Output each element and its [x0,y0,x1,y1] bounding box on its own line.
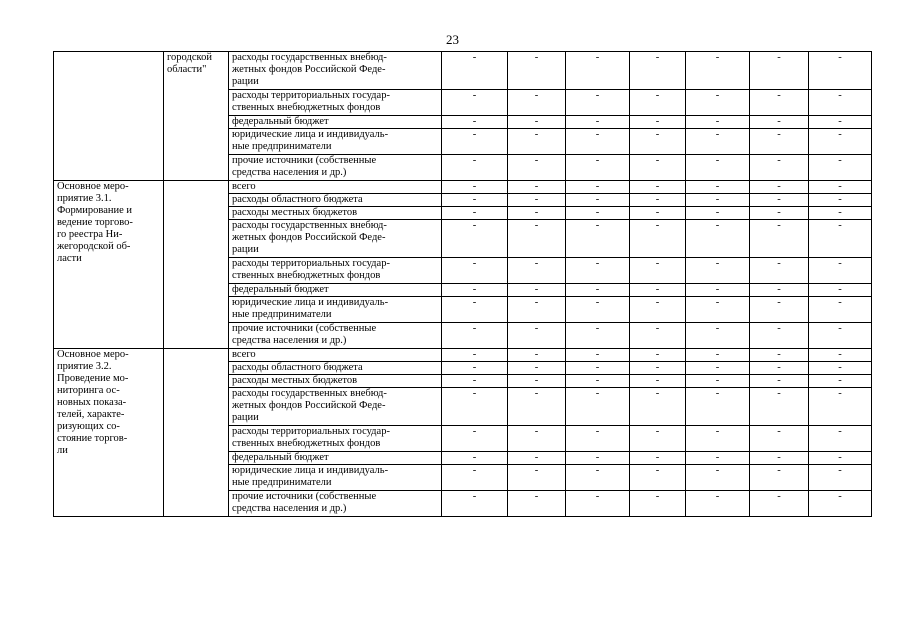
value-cell: - [566,323,630,349]
value-cell: - [442,362,508,375]
funding-source-line: расходы областного бюджета [232,194,363,205]
value-cell: - [809,452,872,465]
value-cell: - [630,362,686,375]
value-cell: - [809,297,872,323]
measure-name-line: ризующих со- [57,421,120,432]
funding-source-line: жетных фондов Российской Феде- [232,64,386,75]
funding-source-cell [229,349,442,362]
funding-source-cell [229,465,442,491]
value-cell: - [508,284,566,297]
value-cell: - [686,155,750,181]
executor-cell [164,349,229,517]
value-cell: - [566,116,630,129]
value-cell: - [630,452,686,465]
value-cell: - [809,375,872,388]
funding-source-line: федеральный бюджет [232,116,329,127]
value-cell: - [686,129,750,155]
funding-source-line: юридические лица и индивидуаль- [232,129,389,140]
value-cell: - [442,491,508,517]
value-cell: - [809,207,872,220]
value-cell: - [750,155,809,181]
value-cell: - [630,284,686,297]
value-cell: - [750,258,809,284]
value-cell: - [442,207,508,220]
value-cell: - [630,129,686,155]
value-cell: - [686,349,750,362]
value-cell: - [686,181,750,194]
value-cell: - [442,426,508,452]
value-cell: - [750,116,809,129]
value-cell: - [442,284,508,297]
funding-source-line: прочие источники (собственные [232,155,377,166]
value-cell: - [630,349,686,362]
value-cell: - [442,181,508,194]
value-cell: - [750,194,809,207]
value-cell: - [686,491,750,517]
value-cell: - [566,349,630,362]
value-cell: - [442,116,508,129]
executor-cell [164,52,229,181]
measure-name-line: стояние торгов- [57,433,128,444]
value-cell: - [630,220,686,258]
value-cell: - [508,52,566,90]
value-cell: - [508,375,566,388]
funding-source-cell [229,388,442,426]
value-cell: - [686,323,750,349]
page-number: 23 [446,32,459,47]
value-cell: - [686,116,750,129]
funding-source-line: юридические лица и индивидуаль- [232,297,389,308]
funding-source-line: всего [232,181,256,192]
value-cell: - [630,375,686,388]
value-cell: - [630,194,686,207]
value-cell: - [750,388,809,426]
value-cell: - [442,452,508,465]
measure-name-line: ли [57,445,68,456]
funding-source-line: расходы территориальных государ- [232,90,390,101]
funding-source-cell [229,362,442,375]
value-cell: - [809,116,872,129]
funding-source-cell [229,194,442,207]
value-cell: - [750,90,809,116]
funding-source-line: расходы территориальных государ- [232,426,390,437]
funding-source-cell [229,491,442,517]
value-cell: - [809,220,872,258]
value-cell: - [630,207,686,220]
value-cell: - [508,297,566,323]
funding-source-cell [229,258,442,284]
measure-name-cell [54,52,164,181]
value-cell: - [630,388,686,426]
funding-source-line: средства населения и др.) [232,335,347,346]
value-cell: - [566,297,630,323]
value-cell: - [809,181,872,194]
value-cell: - [442,465,508,491]
value-cell: - [566,375,630,388]
funding-source-line: федеральный бюджет [232,284,329,295]
value-cell: - [566,52,630,90]
value-cell: - [508,491,566,517]
measure-name-cell [54,349,164,517]
value-cell: - [809,491,872,517]
funding-source-cell [229,116,442,129]
funding-source-line: средства населения и др.) [232,503,347,514]
funding-source-line: средства населения и др.) [232,167,347,178]
value-cell: - [508,207,566,220]
funding-source-cell [229,220,442,258]
value-cell: - [508,349,566,362]
value-cell: - [630,323,686,349]
value-cell: - [442,323,508,349]
funding-source-cell [229,90,442,116]
value-cell: - [686,258,750,284]
funding-source-line: жетных фондов Российской Феде- [232,400,386,411]
value-cell: - [686,426,750,452]
value-cell: - [566,220,630,258]
value-cell: - [442,194,508,207]
executor-cell [164,181,229,349]
value-cell: - [686,220,750,258]
value-cell: - [566,491,630,517]
value-cell: - [809,258,872,284]
value-cell: - [750,465,809,491]
value-cell: - [686,297,750,323]
value-cell: - [750,323,809,349]
funding-source-line: ные предприниматели [232,477,332,488]
value-cell: - [686,362,750,375]
funding-source-cell [229,426,442,452]
value-cell: - [566,452,630,465]
funding-source-line: рации [232,244,259,255]
value-cell: - [686,52,750,90]
value-cell: - [442,220,508,258]
value-cell: - [508,452,566,465]
measure-name-cell [54,181,164,349]
value-cell: - [750,426,809,452]
value-cell: - [442,388,508,426]
funding-source-line: ные предприниматели [232,141,332,152]
funding-source-line: ные предприниматели [232,309,332,320]
value-cell: - [686,388,750,426]
measure-name-line: телей, характе- [57,409,125,420]
value-cell: - [686,465,750,491]
funding-source-cell [229,284,442,297]
funding-source-cell [229,375,442,388]
value-cell: - [508,388,566,426]
value-cell: - [566,426,630,452]
value-cell: - [750,129,809,155]
measure-name-line: приятие 3.1. [57,193,112,204]
value-cell: - [686,452,750,465]
value-cell: - [630,297,686,323]
funding-source-cell [229,297,442,323]
measure-name-line: новных показа- [57,397,127,408]
value-cell: - [686,284,750,297]
value-cell: - [809,349,872,362]
measure-name-line: приятие 3.2. [57,361,112,372]
financing-table [53,51,872,517]
value-cell: - [686,375,750,388]
executor-line: области" [167,64,207,75]
value-cell: - [809,90,872,116]
value-cell: - [566,90,630,116]
funding-source-line: рации [232,412,259,423]
value-cell: - [442,375,508,388]
value-cell: - [508,323,566,349]
value-cell: - [809,323,872,349]
value-cell: - [750,491,809,517]
funding-source-line: ственных внебюджетных фондов [232,270,381,281]
value-cell: - [442,297,508,323]
value-cell: - [809,388,872,426]
value-cell: - [508,258,566,284]
value-cell: - [809,362,872,375]
value-cell: - [630,155,686,181]
value-cell: - [442,349,508,362]
value-cell: - [750,52,809,90]
value-cell: - [809,52,872,90]
funding-source-cell [229,181,442,194]
value-cell: - [566,194,630,207]
value-cell: - [442,155,508,181]
funding-source-line: прочие источники (собственные [232,491,377,502]
value-cell: - [508,362,566,375]
value-cell: - [630,116,686,129]
value-cell: - [630,426,686,452]
value-cell: - [630,90,686,116]
measure-name-line: го реестра Ни- [57,229,123,240]
value-cell: - [566,129,630,155]
funding-source-line: расходы государственных внебюд- [232,388,387,399]
value-cell: - [750,349,809,362]
funding-source-line: расходы областного бюджета [232,362,363,373]
value-cell: - [750,220,809,258]
value-cell: - [508,90,566,116]
funding-source-line: расходы государственных внебюд- [232,220,387,231]
value-cell: - [809,155,872,181]
measure-name-line: Проведение мо- [57,373,129,384]
measure-name-line: ведение торгово- [57,217,133,228]
value-cell: - [750,452,809,465]
value-cell: - [508,116,566,129]
funding-source-line: федеральный бюджет [232,452,329,463]
funding-source-line: ственных внебюджетных фондов [232,438,381,449]
executor-line: городской [167,52,212,63]
measure-name-line: Основное меро- [57,349,129,360]
funding-source-cell [229,452,442,465]
value-cell: - [566,465,630,491]
funding-source-line: юридические лица и индивидуаль- [232,465,389,476]
value-cell: - [508,129,566,155]
value-cell: - [566,155,630,181]
value-cell: - [442,90,508,116]
value-cell: - [750,284,809,297]
value-cell: - [508,155,566,181]
value-cell: - [750,297,809,323]
value-cell: - [809,426,872,452]
value-cell: - [750,207,809,220]
value-cell: - [686,207,750,220]
value-cell: - [566,258,630,284]
funding-source-cell [229,129,442,155]
measure-name-line: жегородской об- [57,241,131,252]
value-cell: - [508,220,566,258]
measure-name-line: ниторинга ос- [57,385,120,396]
value-cell: - [566,362,630,375]
value-cell: - [508,194,566,207]
funding-source-line: рации [232,76,259,87]
measure-name-line: Основное меро- [57,181,129,192]
value-cell: - [566,284,630,297]
value-cell: - [566,207,630,220]
value-cell: - [809,194,872,207]
value-cell: - [750,362,809,375]
value-cell: - [686,90,750,116]
value-cell: - [750,181,809,194]
value-cell: - [508,181,566,194]
funding-source-cell [229,52,442,90]
funding-source-cell [229,155,442,181]
value-cell: - [750,375,809,388]
measure-name-line: ласти [57,253,82,264]
value-cell: - [809,129,872,155]
value-cell: - [630,181,686,194]
funding-source-line: ственных внебюджетных фондов [232,102,381,113]
funding-source-line: расходы местных бюджетов [232,375,358,386]
funding-source-cell [229,323,442,349]
funding-source-line: расходы территориальных государ- [232,258,390,269]
value-cell: - [630,491,686,517]
value-cell: - [686,194,750,207]
value-cell: - [630,258,686,284]
value-cell: - [566,388,630,426]
measure-name-line: Формирование и [57,205,133,216]
value-cell: - [630,52,686,90]
value-cell: - [442,52,508,90]
funding-source-line: расходы государственных внебюд- [232,52,387,63]
funding-source-line: расходы местных бюджетов [232,207,358,218]
value-cell: - [809,465,872,491]
value-cell: - [442,129,508,155]
value-cell: - [566,181,630,194]
value-cell: - [442,258,508,284]
value-cell: - [508,465,566,491]
funding-source-cell [229,207,442,220]
value-cell: - [809,284,872,297]
value-cell: - [508,426,566,452]
value-cell: - [630,465,686,491]
funding-source-line: прочие источники (собственные [232,323,377,334]
funding-source-line: всего [232,349,256,360]
funding-source-line: жетных фондов Российской Феде- [232,232,386,243]
